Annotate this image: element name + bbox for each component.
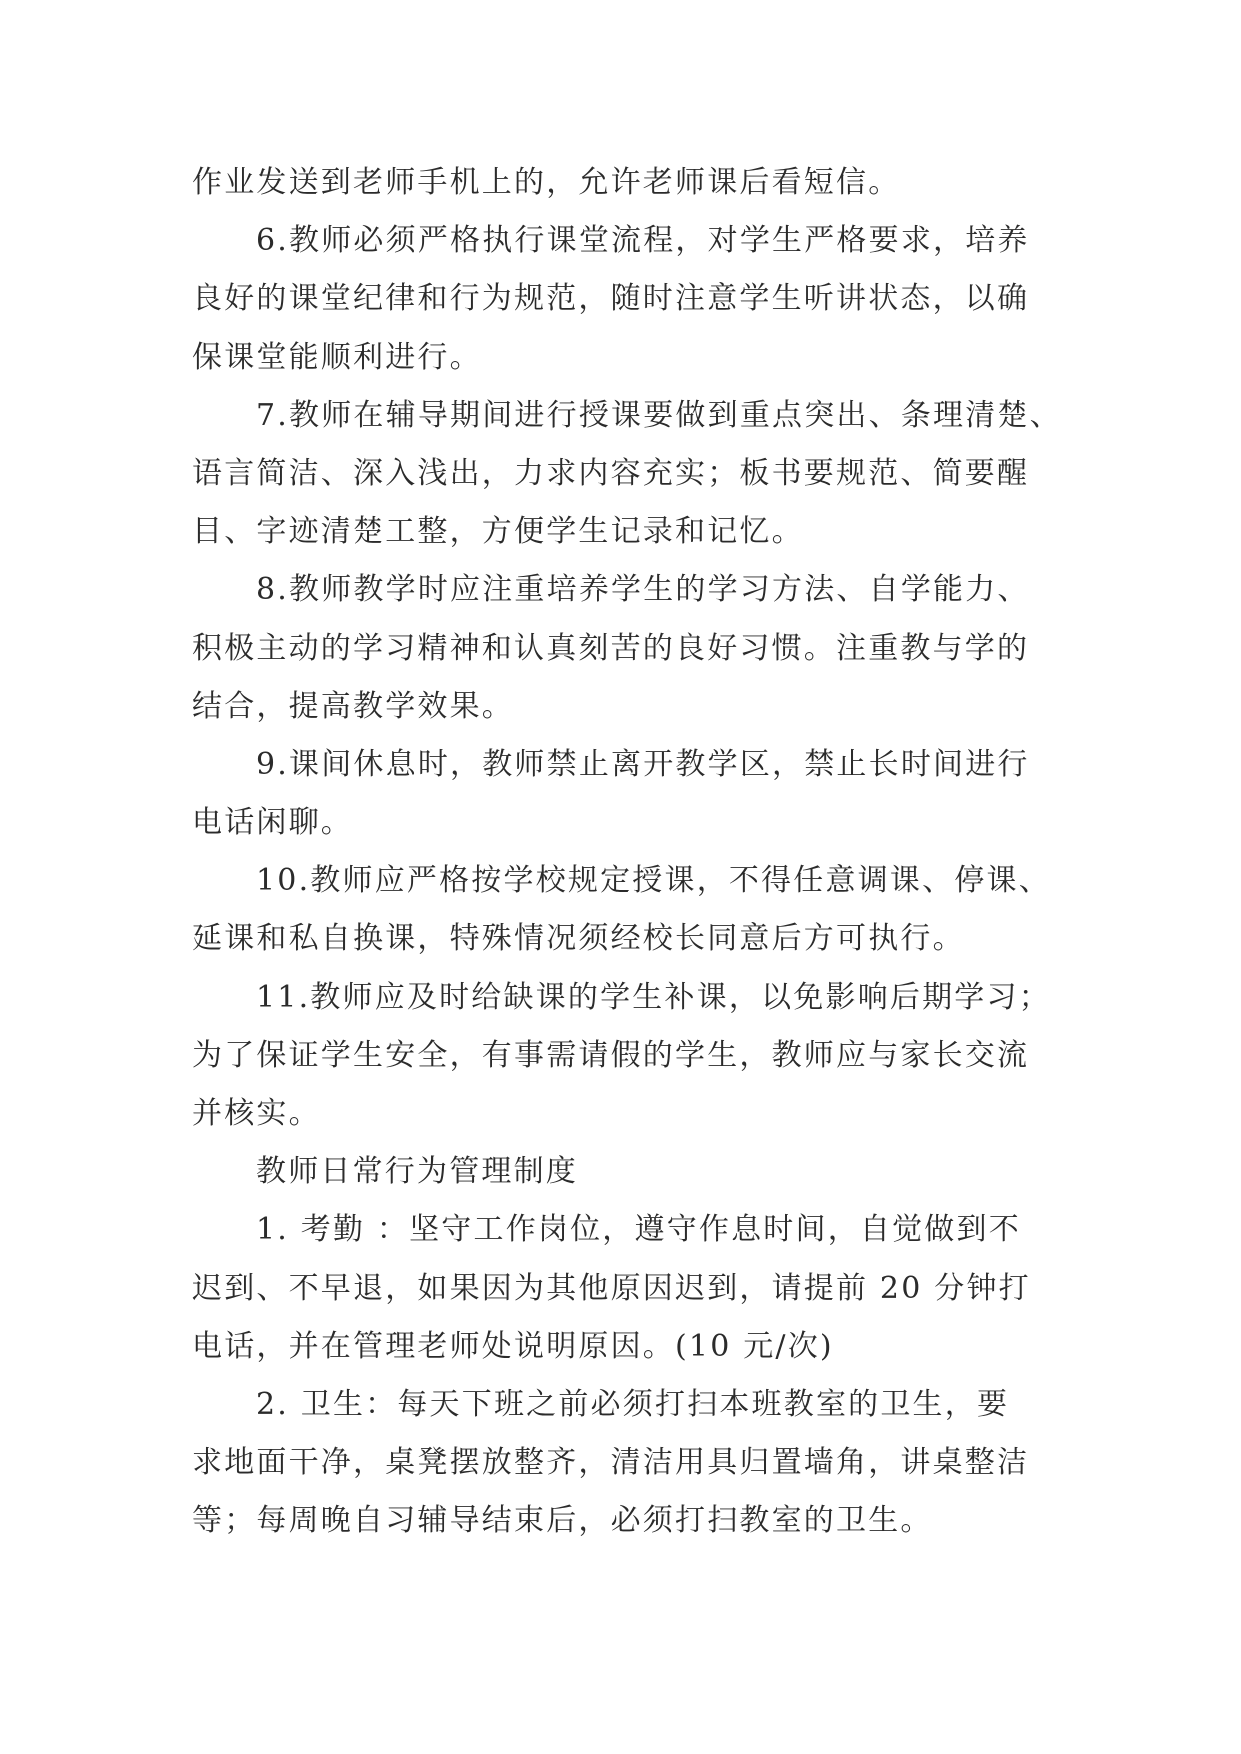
- text-line: 保课堂能顺利进行。: [192, 339, 482, 375]
- text-line: 电话闲聊。: [192, 805, 353, 841]
- text-line: 10.教师应严格按学校规定授课，不得任意调课、停课、: [256, 863, 1051, 899]
- document-body: [192, 154, 1064, 1551]
- text-line: 并核实。: [192, 1096, 321, 1131]
- text-line: 2. 卫生：每天下班之前必须打扫本班教室的卫生，要: [256, 1386, 1010, 1422]
- text-line: 等；每周晚自习辅导结束后，必须打扫教室的卫生。: [192, 1503, 933, 1539]
- text-line: 语言简洁、深入浅出，力求内容充实；板书要规范、简要醒: [192, 455, 1030, 491]
- text-line: 8.教师教学时应注重培养学生的学习方法、自学能力、: [256, 572, 1030, 608]
- text-line: 良好的课堂纪律和行为规范，随时注意学生听讲状态，以确: [192, 281, 1030, 317]
- text-line: 9.课间休息时，教师禁止离开教学区，禁止长时间进行: [256, 746, 1030, 782]
- text-line: 迟到、不早退，如果因为其他原因迟到，请提前 20 分钟打: [192, 1270, 1031, 1306]
- text-line: 为了保证学生安全，有事需请假的学生，教师应与家长交流: [192, 1037, 1030, 1073]
- text-line: 目、字迹清楚工整，方便学生记录和记忆。: [192, 514, 804, 550]
- text-line: 延课和私自换课，特殊情况须经校长同意后方可执行。: [192, 921, 965, 957]
- text-line: 作业发送到老师手机上的，允许老师课后看短信。: [192, 165, 901, 200]
- text-line: 1. 考勤 ：坚守工作岗位，遵守作息时间，自觉做到不: [256, 1212, 1021, 1248]
- text-line: 结合，提高教学效果。: [192, 688, 514, 724]
- text-line: 6.教师必须严格执行课堂流程，对学生严格要求，培养: [256, 223, 1030, 259]
- text-line: 求地面干净，桌凳摆放整齐，清洁用具归置墙角，讲桌整洁: [192, 1445, 1030, 1481]
- text-line: 11.教师应及时给缺课的学生补课，以免影响后期学习；: [256, 979, 1051, 1015]
- text-line: 7.教师在辅导期间进行授课要做到重点突出、条理清楚、: [256, 397, 1062, 433]
- text-line: 电话，并在管理老师处说明原因。(10 元/次): [192, 1328, 834, 1364]
- section-heading: 教师日常行为管理制度: [256, 1154, 578, 1190]
- text-line: 积极主动的学习精神和认真刻苦的良好习惯。注重教与学的: [192, 630, 1030, 666]
